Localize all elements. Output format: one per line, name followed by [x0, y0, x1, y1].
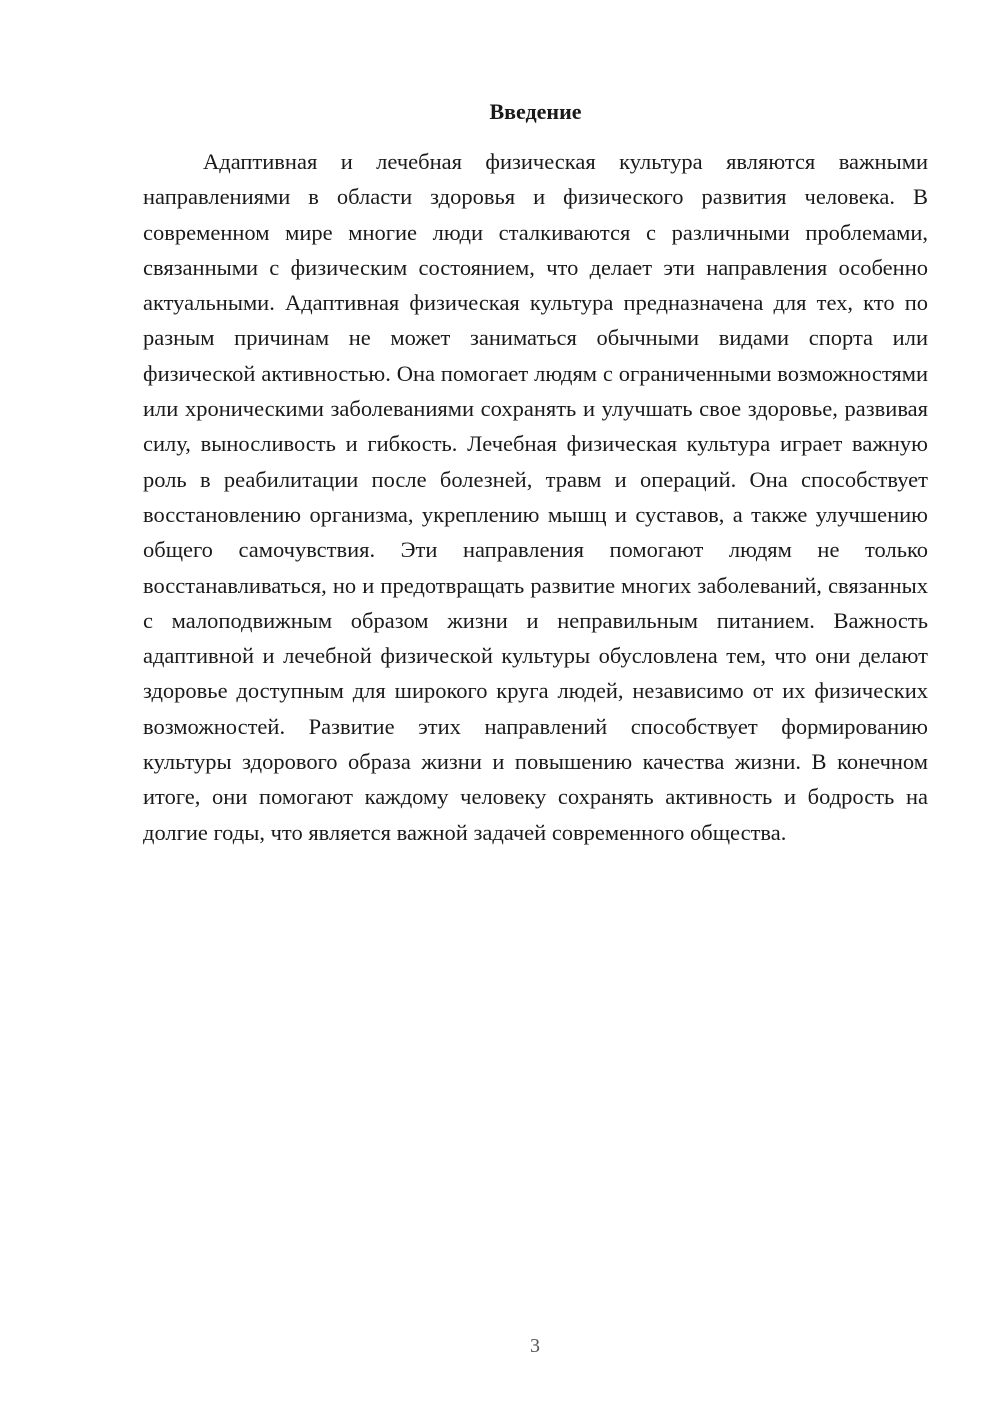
page-number: 3 — [530, 1335, 540, 1357]
section-heading: Введение — [489, 99, 582, 124]
body-paragraph: Адаптивная и лечебная физическая культура являются важными направлениями в области здоровья и физического развития человека. В современном мире многие люди сталкиваются с различными проблемами, связанными с физическим состоянием, что делает эти направления особенно актуальными. Адаптивная физическая культура предназначена для тех, кто по разным причинам не может заниматься обычными видами спорта или физической активностью. Она помогает людям с ограниченными возможностями или хроническими заболеваниями сохранять и улучшать свое здоровье, развивая силу, выносливость и гибкость. Лечебная физическая культура играет важную роль в реабилитации после болезней, травм и операций. Она способствует восстановлению организма, укреплению мышц и суставов, а также улучшению общего самочувствия. Эти направления помогают людям не только восстанавливаться, но и предотвращать развитие многих заболеваний, связанных с малоподвижным образом жизни и неправильным питанием. Важность адаптивной и лечебной физической культуры обусловлена тем, что они делают здоровье доступным для широкого круга людей, независимо от их физических возможностей. Развитие этих направлений способствует формированию культуры здорового образа жизни и повышению качества жизни. В конечном итоге, они помогают каждому человеку сохранять активность и бодрость на долгие годы, что является важной задачей современного общества. — [143, 149, 928, 845]
